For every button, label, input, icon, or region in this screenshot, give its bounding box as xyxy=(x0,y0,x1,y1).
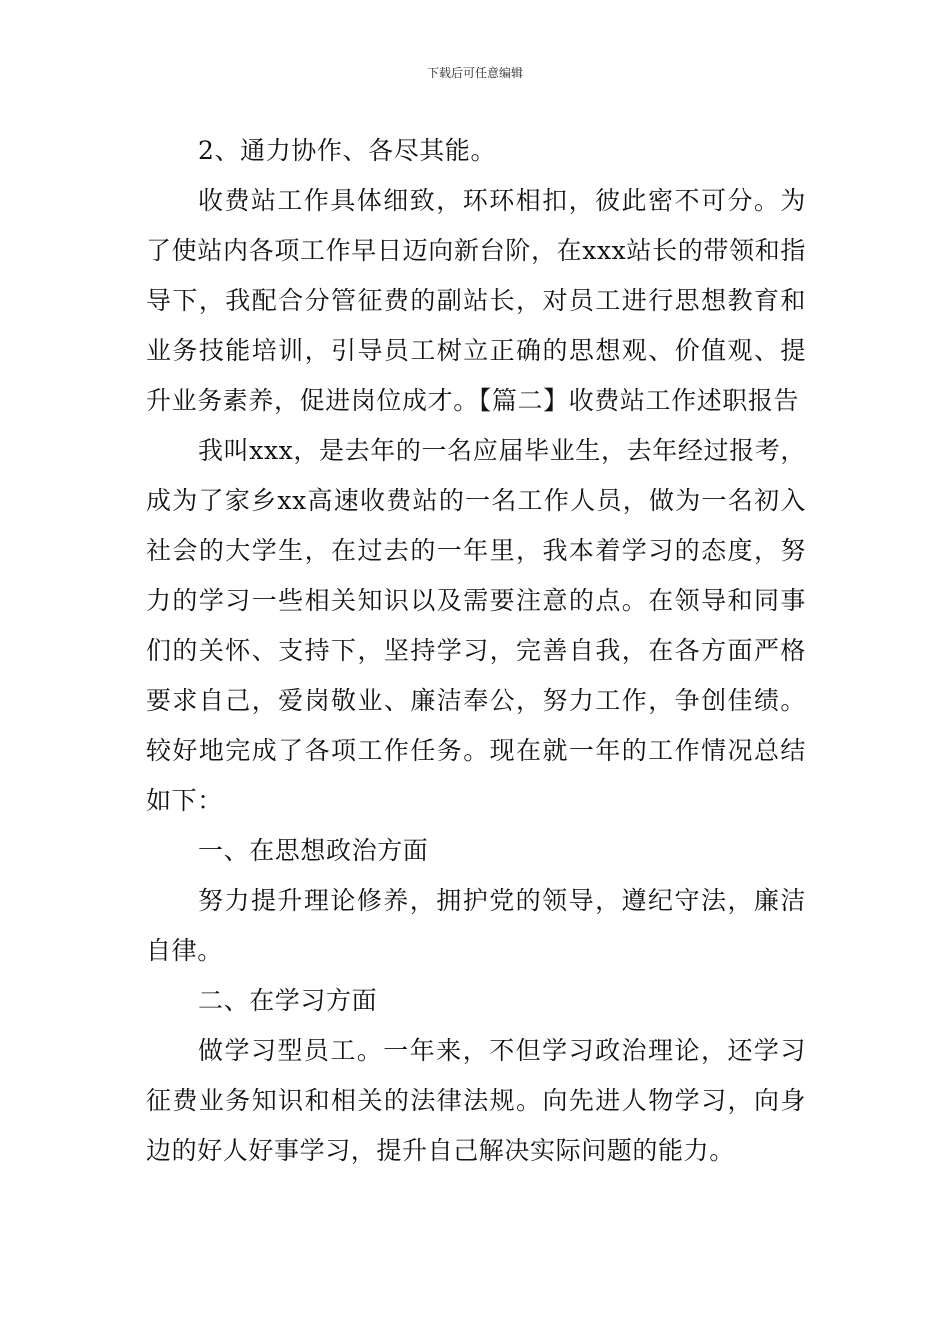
paragraph-3: 我叫xxx，是去年的一名应届毕业生，去年经过报考，成为了家乡xx高速收费站的一名工作人员，做为一名初入社会的大学生，在过去的一年里，我本着学习的态度，努力的学习一些相关知识以及需要注意的点。在领导和同事们的关怀、支持下，坚持学习，完善自我，在各方面严格要求自己，爱岗敬业、廉洁奉公，努力工作，争创佳绩。较好地完成了各项工作任务。现在就一年的工作情况总结如下： xyxy=(146,436,806,815)
header-note: 下载后可任意编辑 xyxy=(426,66,523,80)
section-heading-2: 二、在学习方面 xyxy=(198,986,378,1015)
paragraph-1: 2、通力协作、各尽其能。 xyxy=(198,136,497,165)
paragraph-2: 收费站工作具体细致，环环相扣，彼此密不可分。为了使站内各项工作早日迈向新台阶，在xxx站长的带领和指导下，我配合分管征费的副站长，对员工进行思想教育和业务技能培训，引导员工树立正确的思想观、价值观、提升业务素养，促进岗位成才。【篇二】收费站工作述职报告 xyxy=(146,186,806,415)
paragraph-4: 努力提升理论修养，拥护党的领导，遵纪守法，廉洁自律。 xyxy=(146,886,806,965)
paragraph-5: 做学习型员工。一年来，不但学习政治理论，还学习征费业务知识和相关的法律法规。向先进人物学习，向身边的好人好事学习，提升自己解决实际问题的能力。 xyxy=(146,1036,806,1165)
section-heading-1: 一、在思想政治方面 xyxy=(198,836,429,865)
document-body xyxy=(146,126,806,1176)
